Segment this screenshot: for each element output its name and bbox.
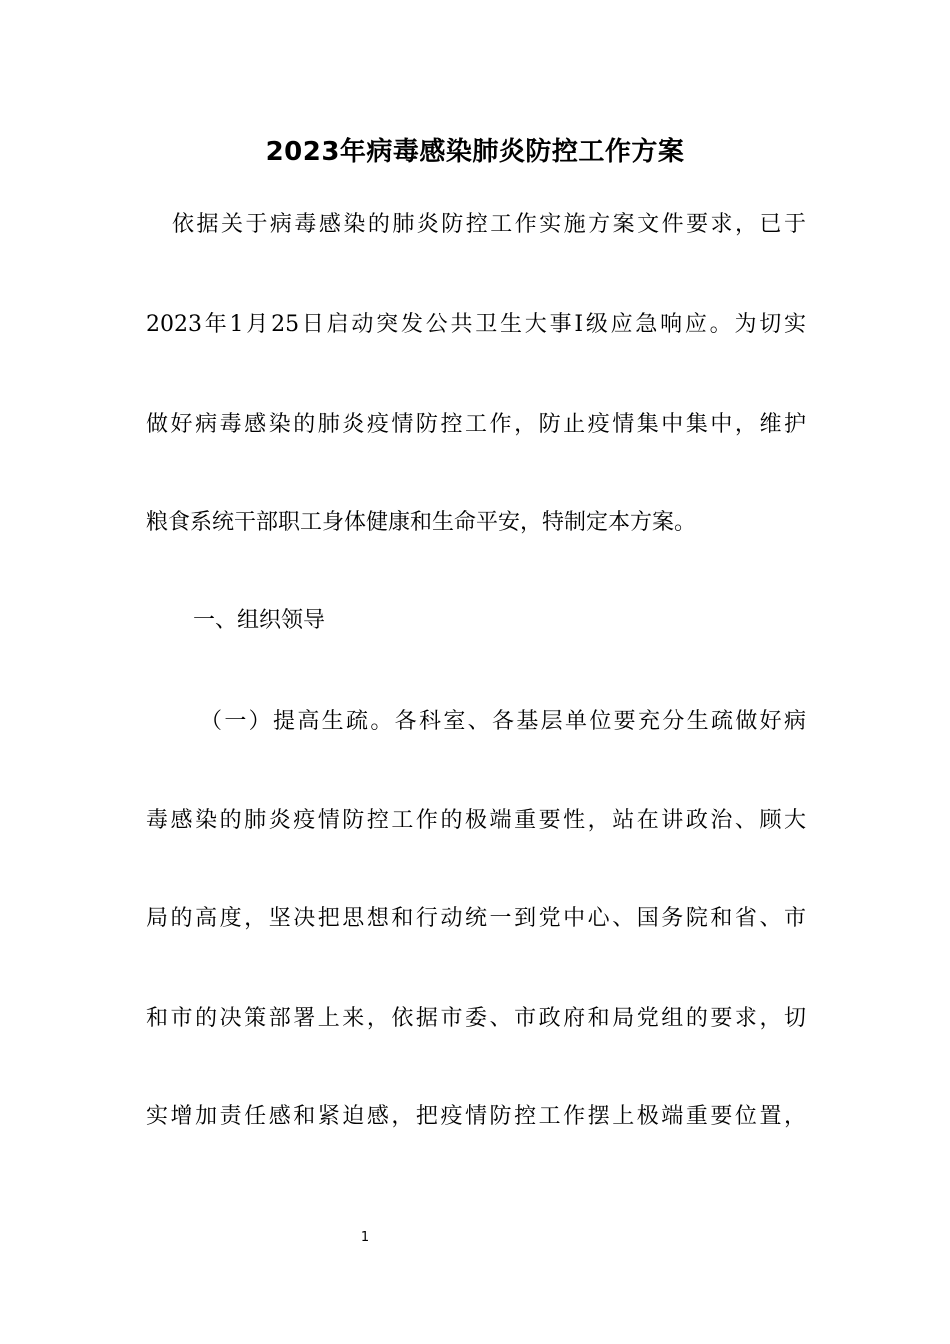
paragraph-line: （一）提高生疏。各科室、各基层单位要充分生疏做好病	[200, 709, 806, 734]
paragraph-line: 毒感染的肺炎疫情防控工作的极端重要性，站在讲政治、顾大	[146, 808, 806, 833]
paragraph-line: 做好病毒感染的肺炎疫情防控工作，防止疫情集中集中，维护	[146, 412, 806, 437]
paragraph-line: 实增加责任感和紧迫感，把疫情防控工作摆上极端重要位置，	[146, 1104, 806, 1129]
page-number: 1	[360, 1230, 370, 1245]
document-title: 2023年病毒感染肺炎防控工作方案	[265, 137, 685, 167]
paragraph-line: 局的高度，坚决把思想和行动统一到党中心、国务院和省、市	[146, 906, 806, 931]
paragraph-line: 依据关于病毒感染的肺炎防控工作实施方案文件要求，已于	[172, 212, 806, 237]
paragraph-line: 粮食系统干部职工身体健康和生命平安，特制定本方案。	[146, 510, 697, 535]
paragraph-line: 2023年1月25日启动突发公共卫生大事Ⅰ级应急响应。为切实	[146, 312, 806, 337]
section-heading: 一、组织领导	[193, 608, 326, 633]
paragraph-line: 和市的决策部署上来，依据市委、市政府和局党组的要求，切	[146, 1006, 806, 1031]
